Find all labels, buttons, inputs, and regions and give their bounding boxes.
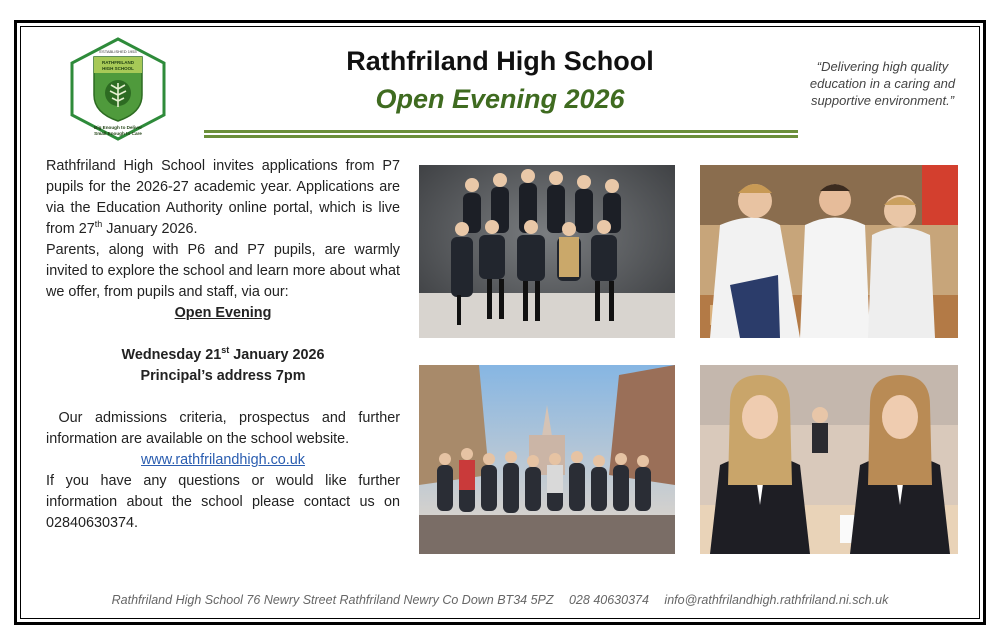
photo-classroom [700,365,958,554]
invite-paragraph: Parents, along with P6 and P7 pupils, are warmly invited to explore the school and learn more about what we offer, from pupils and staff, via our: [46,242,400,300]
footer-email[interactable]: info@rathfrilandhigh.rathfriland.ni.sch.uk [664,593,889,607]
page-title: Rathfriland High School [346,46,654,76]
website-line [46,450,400,471]
school-logo [68,37,168,141]
footer [60,593,940,607]
title-divider-bottom [204,135,798,138]
spacer [46,324,400,345]
photo-group-portrait [419,165,675,338]
title-divider-top [204,130,798,133]
contact-paragraph: If you have any questions or would like further information about the school please contact us on 02840630374. [46,473,400,531]
photo-school-trip [419,365,675,554]
logo-name-2: HIGH SCHOOL [102,66,134,71]
event-heading: Open Evening [174,305,272,321]
logo-established: ESTABLISHED 1953 [99,49,137,54]
intro-paragraph: Rathfriland High School invites applications from P7 pupils for the 2026-27 academic year. Applications are via the Education Authority online portal, which is live from 27th January 2026. [46,158,400,237]
logo-motto-2: Small Enough to Care [94,131,142,136]
event-time: Principal’s address 7pm [140,368,306,384]
logo-motto-1: Big Enough to Deliver [94,125,142,130]
footer-address: Rathfriland High School 76 Newry Street Rathfriland Newry Co Down BT34 5PZ [111,593,554,607]
admissions-paragraph: Our admissions criteria, prospectus and further information are available on the school website. [46,410,400,447]
logo-name-1: RATHFRILAND [102,60,134,65]
footer-phone: 028 40630374 [568,593,649,607]
event-subtitle: Open Evening 2026 [375,84,625,114]
spacer [46,387,400,408]
website-link[interactable]: www.rathfrilandhigh.co.uk [141,452,305,468]
body-text [46,156,400,534]
school-quote: “Delivering high quality education in a caring and supportive environment.” [809,59,956,108]
event-date: Wednesday 21st January 2026 [121,345,325,363]
photo-technology-class [700,165,958,338]
